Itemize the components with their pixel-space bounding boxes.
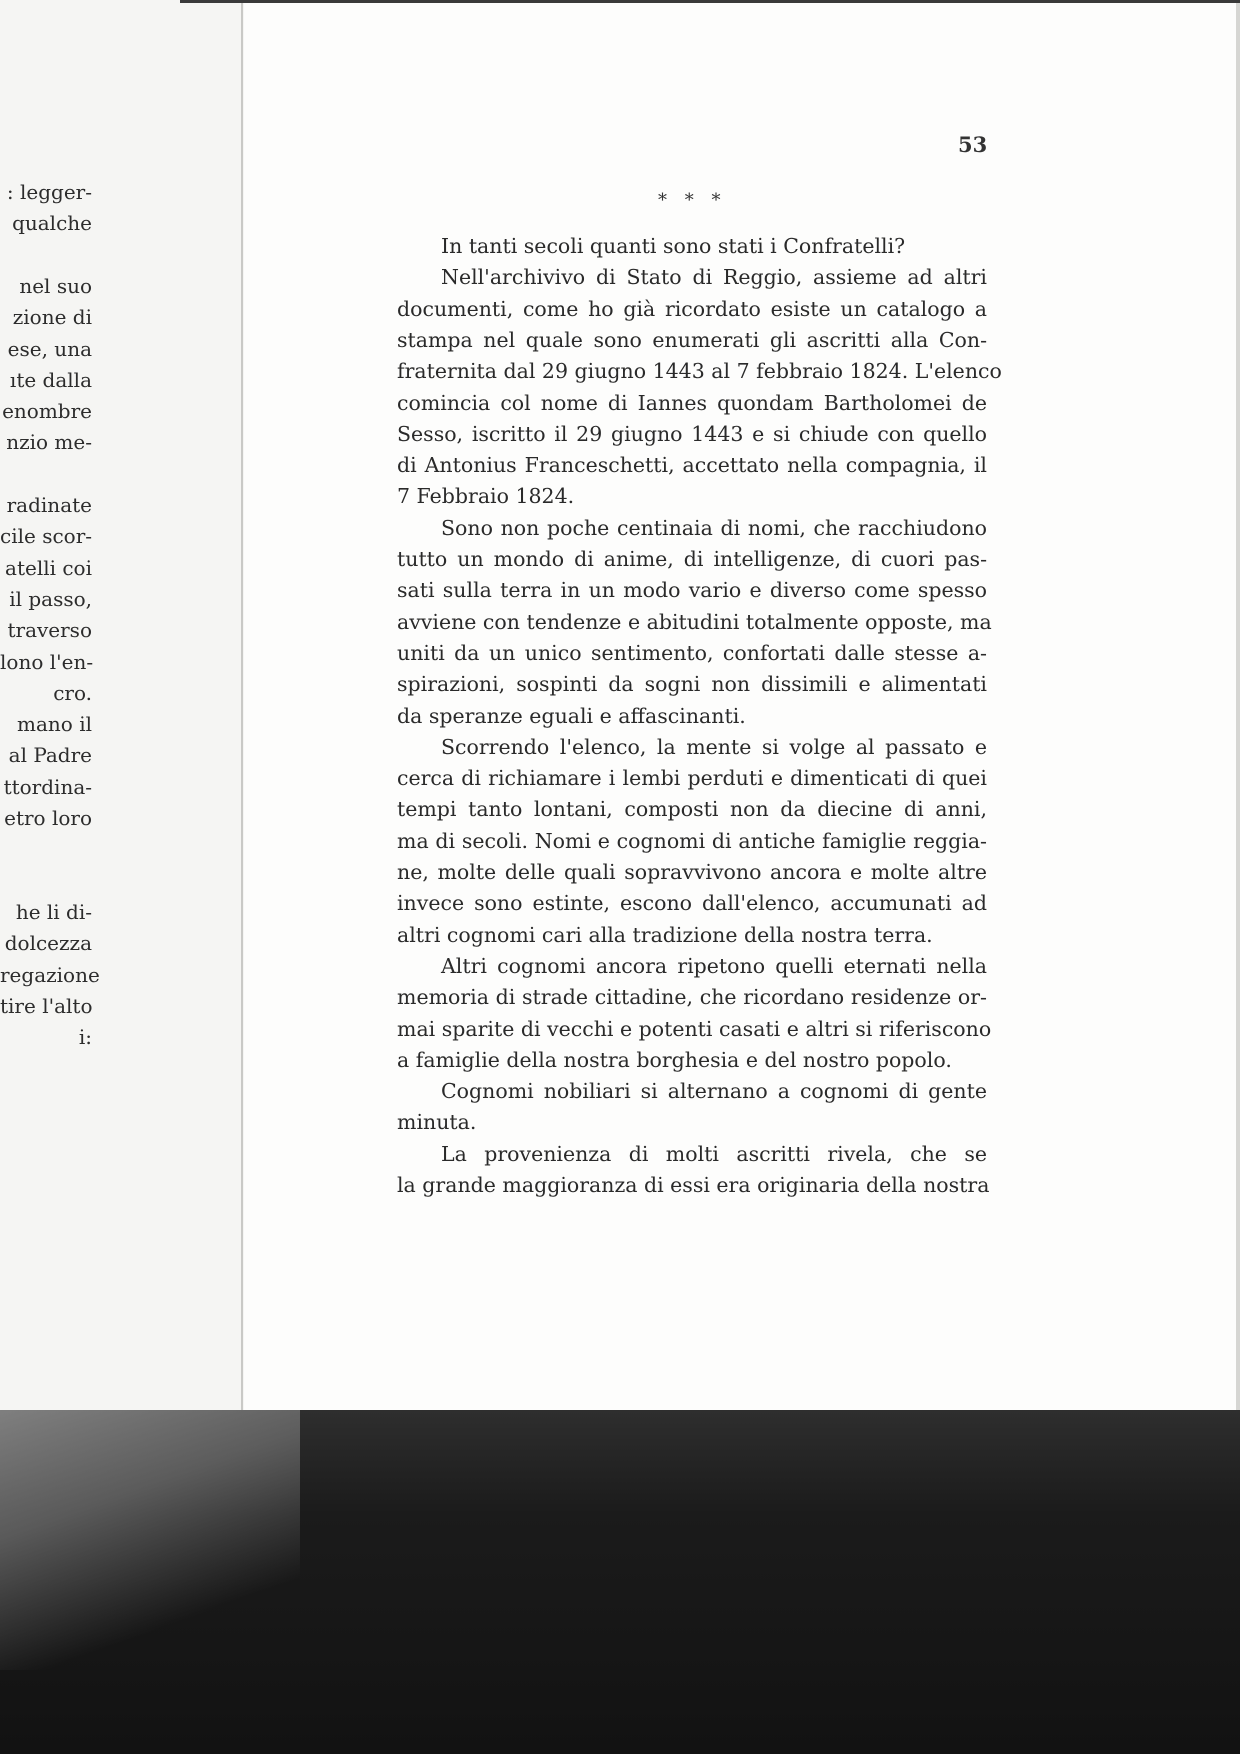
left-page-line: regazione [0, 962, 100, 987]
left-page-line: etro loro [4, 806, 92, 830]
text-line: In tanti secoli quanti sono stati i Confratelli? [441, 234, 906, 258]
left-page-line: nzio me- [6, 430, 92, 455]
page-edge [1236, 0, 1240, 1410]
text-line: tempi tanto lontani, composti non da diecine di anni, [397, 797, 987, 822]
text-line: a famiglie della nostra borghesia e del nostro popolo. [397, 1047, 952, 1072]
page-number: 53 [958, 132, 988, 157]
left-page-line: al Padre [8, 743, 92, 768]
text-line: avviene con tendenze e abitudini totalmente opposte, ma [397, 609, 992, 634]
left-page-line: ttordina- [3, 774, 92, 799]
left-page-line: ese, una [7, 336, 92, 361]
text-line: la grande maggioranza di essi era originaria della nostra [397, 1173, 990, 1197]
text-line: minuta. [397, 1110, 477, 1135]
text-line: 7 Febbraio 1824. [397, 484, 575, 509]
left-page-line: cile scor- [0, 524, 93, 549]
text-line: Altri cognomi ancora ripetono quelli eternati nella [441, 953, 987, 978]
text-line: ne, molte delle quali sopravvivono ancora e molte altre [397, 860, 987, 884]
text-line: mai sparite di vecchi e potenti casati e altri si riferiscono [397, 1016, 992, 1041]
text-line: Scorrendo l'elenco, la mente si volge al passato e [441, 734, 987, 759]
text-line: invece sono estinte, escono dall'elenco, accumunati ad [397, 891, 987, 916]
text-line: memoria di strade cittadine, che ricordano residenze or- [397, 985, 987, 1010]
left-page-line: atelli coi [5, 555, 92, 580]
left-page-line: qualche [12, 211, 92, 236]
text-line: da speranze eguali e affascinanti. [397, 703, 746, 728]
top-edge [180, 0, 1240, 3]
text-line: comincia col nome di Iannes quondam Bartholomei de [397, 390, 987, 415]
left-page-line: mano il [17, 712, 92, 737]
text-line: cerca di richiamare i lembi perduti e dimenticati di quei [397, 766, 987, 791]
left-page-line: il passo, [9, 586, 92, 611]
book-gutter [241, 0, 243, 1410]
text-line: di Antonius Franceschetti, accettato nella compagnia, il [397, 453, 987, 478]
text-line: Cognomi nobiliari si alternano a cognomi di gente [441, 1079, 987, 1104]
left-page-line: i: [78, 1025, 92, 1050]
left-page-line: enombre [2, 399, 92, 424]
text-line: Sesso, iscritto il 29 giugno 1443 e si chiude con quello [397, 421, 987, 446]
text-line: Sono non poche centinaia di nomi, che racchiudono [441, 515, 987, 540]
left-page-line: traverso [7, 618, 92, 643]
scanner-background [0, 1410, 1240, 1754]
left-page-line: nel suo [19, 273, 92, 298]
left-page-line: cro. [53, 680, 92, 705]
left-page-text [0, 0, 244, 1410]
left-page-line: ıte dalla [9, 367, 92, 392]
left-page-line: zione di [12, 305, 92, 330]
left-page-line: he li di- [15, 899, 92, 924]
text-line: La provenienza di molti ascritti rivela, che se [441, 1141, 987, 1166]
left-page-line: lono l'en- [0, 649, 94, 674]
text-line: ma di secoli. Nomi e cognomi di antiche famiglie reggia- [397, 828, 987, 853]
left-page-line: dolcezza [4, 931, 92, 956]
text-line: stampa nel quale sono enumerati gli ascritti alla Con- [397, 327, 987, 352]
text-line: documenti, come ho già ricordato esiste un catalogo a [397, 296, 987, 321]
text-line: uniti da un unico sentimento, confortati dalle stesse a- [397, 640, 987, 665]
text-line: spirazioni, sospinti da sogni non dissimili e alimentati [397, 672, 987, 697]
text-line: fraternita dal 29 giugno 1443 al 7 febbraio 1824. L'elenco [397, 359, 1002, 384]
text-line: sati sulla terra in un modo vario e diverso come spesso [397, 578, 987, 603]
left-page-line: radinate [6, 493, 92, 517]
left-page-line: : legger- [6, 180, 92, 204]
left-page [0, 0, 244, 1410]
text-line: Nell'archivivo di Stato di Reggio, assieme ad altri [441, 265, 987, 290]
left-page-line: tire l'alto [0, 993, 93, 1018]
section-separator: * * * [658, 190, 727, 211]
text-line: tutto un mondo di anime, di intelligenze, di cuori pas- [397, 547, 987, 571]
text-line: altri cognomi cari alla tradizione della nostra terra. [397, 922, 933, 947]
